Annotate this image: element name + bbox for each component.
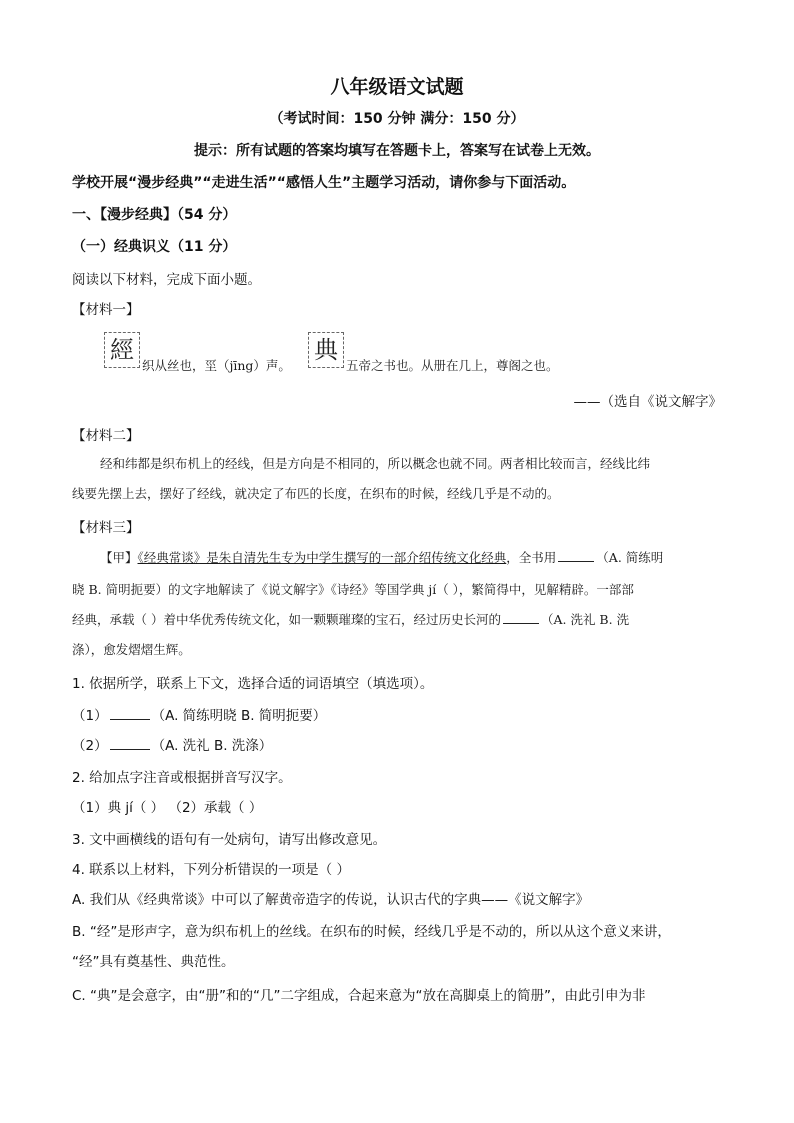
question-2-items: （1）典 jí（ ） （2）承载（ ） xyxy=(72,800,263,816)
underlined-sentence: 《经典常谈》是朱自清先生专为中学生撰写的一部介绍传统文化经典 xyxy=(137,550,507,565)
material-3-line-4: 涤），愈发熠熠生辉。 xyxy=(72,642,191,657)
option-c-line-1: C. “典”是会意字，由“册”和的“几”二字组成，合起来意为“放在高脚桌上的简册”，由此引申为非 xyxy=(72,988,646,1004)
reading-instruction: 阅读以下材料，完成下面小题。 xyxy=(72,272,261,288)
material-2-label: 【材料二】 xyxy=(72,428,140,444)
blank-1 xyxy=(558,549,594,562)
option-a: A. 我们从《经典常谈》中可以了解黄帝造字的传说，认识古代的字典——《说文解字》 xyxy=(72,892,590,908)
material-3-line-3: 经典，承载（ ）着中华优秀传统文化，如一颗颗璀璨的宝石，经过历史长河的 （A. 洗礼 B. 洗 xyxy=(72,612,630,627)
answer-blank-1 xyxy=(110,707,150,720)
material-3-line-1: 【甲】《经典常谈》是朱自清先生专为中学生撰写的一部介绍传统文化经典，全书用 （A. 简练明 xyxy=(100,550,664,565)
material-2-line-1: 经和纬都是织布机上的经线，但是方向是不相同的，所以概念也就不同。两者相比较而言，经线比纬 xyxy=(100,456,651,471)
option-b-line-2: “经”具有奠基性、典范性。 xyxy=(72,954,235,970)
section-heading: 一、【漫步经典】（54 分） xyxy=(72,207,237,223)
question-2: 2. 给加点字注音或根据拼音写汉字。 xyxy=(72,770,292,786)
seal-glyph-dian: 典 xyxy=(308,332,344,368)
question-3: 3. 文中画横线的语句有一处病句，请写出修改意见。 xyxy=(72,832,387,848)
material-1-definition-2: 五帝之书也。从册在几上，尊阁之也。 xyxy=(346,358,559,373)
activity-intro: 学校开展“漫步经典”“走进生活”“感悟人生”主题学习活动，请你参与下面活动。 xyxy=(72,175,576,191)
question-1-1: （1） （A. 简练明晓 B. 简明扼要） xyxy=(72,708,327,724)
page-title: 八年级语文试题 xyxy=(330,76,464,98)
blank-2 xyxy=(503,611,539,624)
answer-blank-2 xyxy=(110,737,150,750)
material-3-line-2: 晓 B. 简明扼要）的文字地解读了《说文解字》《诗经》等国学典 jí（ ），繁简得中，见解精辟。一部部 xyxy=(72,582,634,597)
seal-glyph-jing: 經 xyxy=(104,332,140,368)
material-3-label: 【材料三】 xyxy=(72,520,140,536)
material-1-label: 【材料一】 xyxy=(72,302,140,318)
option-b-line-1: B. “经”是形声字，意为织布机上的丝线。在织布的时候，经线几乎是不动的，所以从这个意义来讲， xyxy=(72,924,671,940)
question-1-2: （2） （A. 洗礼 B. 洗涤） xyxy=(72,738,273,754)
question-1: 1. 依据所学，联系上下文，选择合适的词语填空（填选项）。 xyxy=(72,676,434,692)
material-1-definition-1: 织从丝也，坙（jīng）声。 xyxy=(142,358,291,373)
material-1-source: ——（选自《说文解字》 xyxy=(573,394,722,410)
sub-section-heading: （一）经典识义（11 分） xyxy=(72,239,237,255)
exam-tip: 提示：所有试题的答案均填写在答题卡上，答案写在试卷上无效。 xyxy=(194,143,600,159)
material-2-line-2: 线要先摆上去，摆好了经线，就决定了布匹的长度，在织布的时候，经线几乎是不动的。 xyxy=(72,486,560,501)
exam-info: （考试时间：150 分钟 满分：150 分） xyxy=(269,111,525,127)
question-4: 4. 联系以上材料，下列分析错误的一项是（ ） xyxy=(72,862,350,878)
